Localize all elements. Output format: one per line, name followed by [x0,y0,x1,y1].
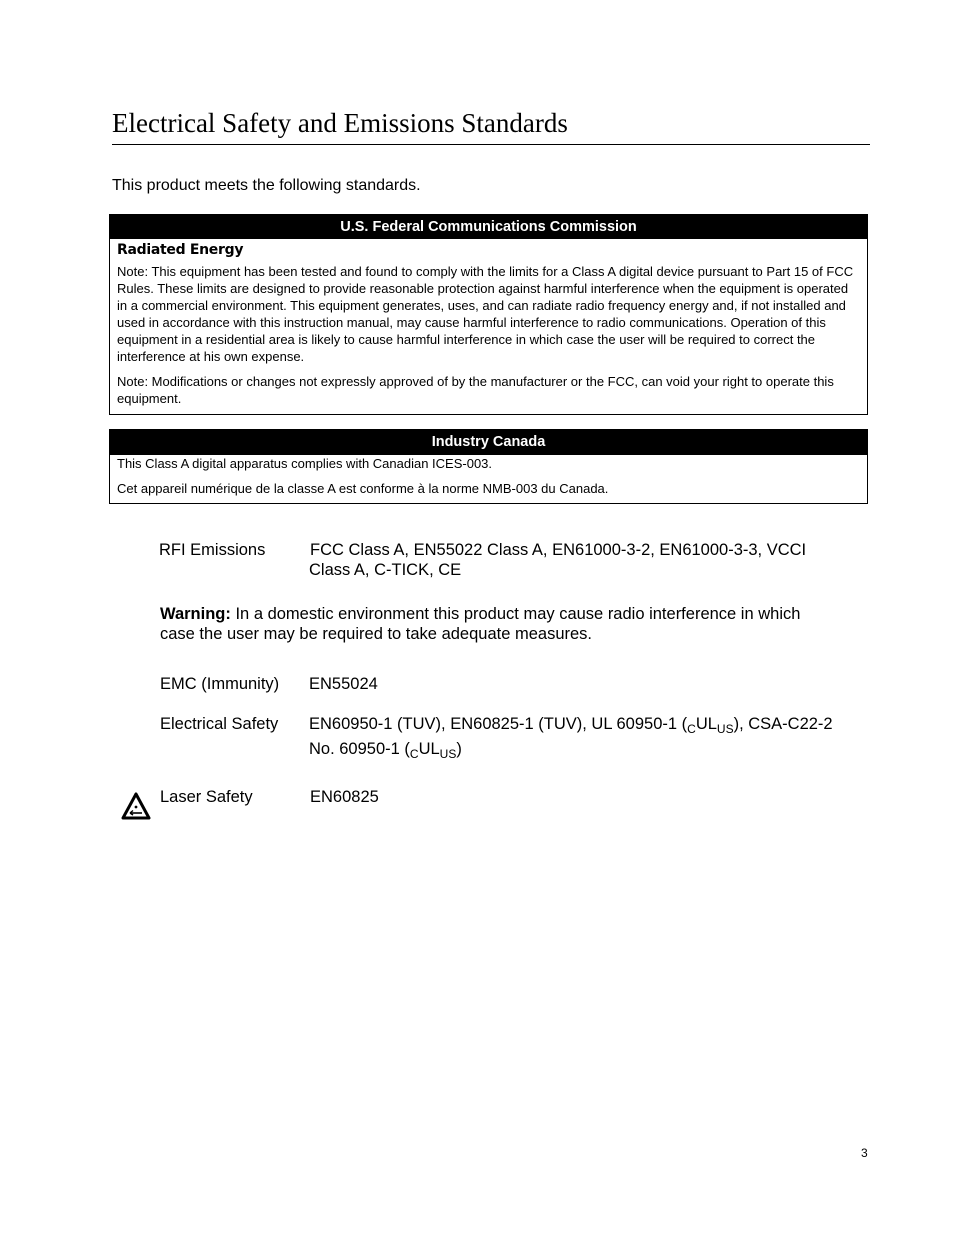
fcc-note-1: Note: This equipment has been tested and found to comply with the limits for a Class A digital device pursuant to Part 15 of FCC Rules. These limits are designed to provide reasonable protection against harmful interference when the equipment is operated in a commercial environment. This equipment generates, uses, and can radiate radio frequency energy and, if not installed and used in accordance with this instruction manual, may cause harmful interference to radio communications. Operation of this equipment in a residential area is likely to cause harmful interference in which case the user will be required to correct the interference at his own expense. [117,264,854,364]
electrical-safety-value-line2: No. 60950-1 $(_CUL_{US})$ [309,740,462,761]
laser-safety-label: Laser Safety [160,788,253,806]
rfi-emissions-value-line2: Class A, C-TICK, CE [309,561,462,579]
industry-canada-box [109,429,868,504]
rfi-emissions-label: RFI Emissions [159,541,266,559]
laser-warning-icon [121,792,151,820]
page-title: Electrical Safety and Emissions Standards [112,106,870,145]
fcc-note-2: Note: Modifications or changes not expressly approved of by the manufacturer or the FCC, can void your right to operate this equipment. [117,374,834,406]
rfi-emissions-value-line1: FCC Class A, EN55022 Class A, EN61000-3-2, EN61000-3-3, VCCI [310,541,807,559]
emc-value: EN55024 [309,675,378,693]
page-number: 3 [861,1146,868,1160]
emc-label: EMC (Immunity) [160,675,280,693]
electrical-safety-value-line1: EN60950-1 (TUV), EN60825-1 (TUV), UL 60950-1 $(_CUL_{US})$, CSA-C22-2 [309,715,833,736]
industry-canada-french: Cet appareil numérique de la classe A est conforme à la norme NMB-003 du Canada. [117,481,609,496]
laser-safety-value: EN60825 [310,788,379,806]
electrical-safety-label: Electrical Safety [160,715,279,733]
fcc-body [110,239,867,411]
fcc-subheading: Radiated Energy [117,242,244,258]
warning-body: In a domestic environment this product may cause radio interference in which case the user may be required to take adequate measures. [160,605,801,643]
warning-label: Warning: [160,605,231,623]
fcc-box [109,214,868,415]
warning-text [160,604,820,644]
industry-canada-header: Industry Canada [110,430,867,455]
industry-canada-body [110,455,867,509]
intro-text: This product meets the following standards. [112,177,421,194]
fcc-header: U.S. Federal Communications Commission [110,215,867,239]
industry-canada-english: This Class A digital apparatus complies with Canadian ICES-003. [117,456,493,471]
